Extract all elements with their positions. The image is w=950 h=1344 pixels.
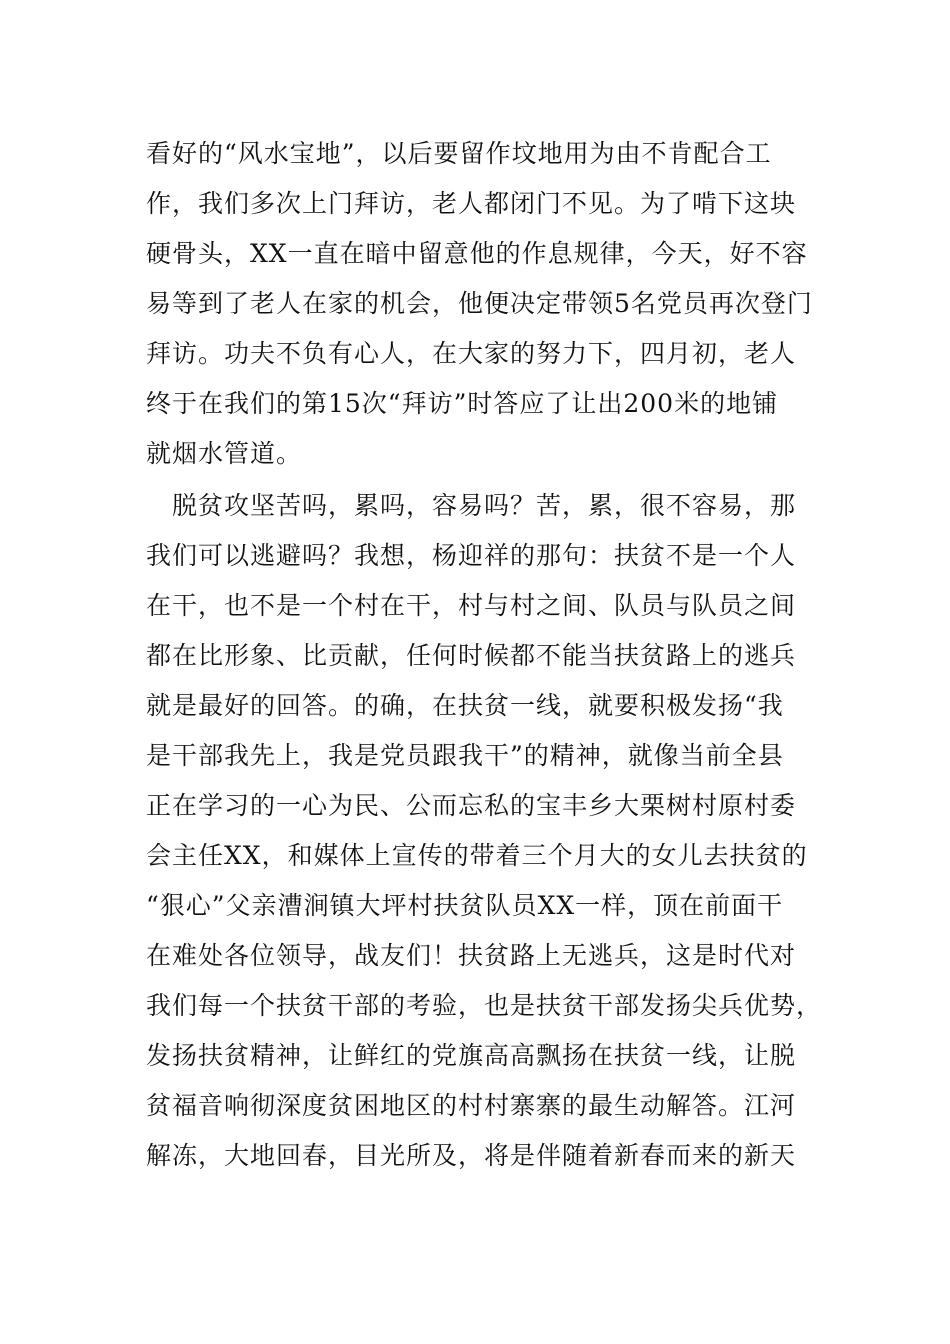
text-line: 是干部我先上，我是党员跟我干”的精神，就像当前全县 [146,741,784,770]
text-line: 在干，也不是一个村在干，村与村之间、队员与队员之间 [146,591,797,620]
text-line: 正在学习的一心为民、公而忘私的宝丰乡大栗树村原村委 [146,791,797,820]
text-line: 我们每一个扶贫干部的考验，也是扶贫干部发扬尖兵优势， [146,991,823,1020]
text-line: 脱贫攻坚苦吗，累吗，容易吗？苦，累，很不容易，那 [146,491,797,520]
text-line: 就烟水管道。 [146,439,303,468]
text-line: 终于在我们的第15次“拜访”时答应了让出200米的地铺 [146,389,779,418]
text-line: 拜访。功夫不负有心人，在大家的努力下，四月初，老人 [146,339,797,368]
text-line: 看好的“风水宝地”，以后要留作坟地用为由不肯配合工 [146,139,772,168]
text-line: 贫福音响彻深度贫困地区的村村寨寨的最生动解答。江河 [146,1091,797,1120]
text-line: 我们可以逃避吗？我想，杨迎祥的那句：扶贫不是一个人 [146,541,797,570]
text-line: 硬骨头，XX一直在暗中留意他的作息规律，今天，好不容 [146,239,808,268]
text-line: 就是最好的回答。的确，在扶贫一线，就要积极发扬“我 [146,691,784,720]
text-line: 在难处各位领导，战友们！扶贫路上无逃兵，这是时代对 [146,941,797,970]
text-line: 都在比形象、比贡献，任何时候都不能当扶贫路上的逃兵 [146,641,797,670]
text-line: 作，我们多次上门拜访，老人都闭门不见。为了啃下这块 [146,189,797,218]
text-line: 会主任XX，和媒体上宣传的带着三个月大的女儿去扶贫的 [146,841,808,870]
text-line: 易等到了老人在家的机会，他便决定带领5名党员再次登门 [146,289,813,318]
text-line: 解冻，大地回春，目光所及，将是伴随着新春而来的新天 [146,1141,797,1170]
text-line: 发扬扶贫精神，让鲜红的党旗高高飘扬在扶贫一线，让脱 [146,1041,797,1070]
text-line: “狠心”父亲漕涧镇大坪村扶贫队员XX一样，顶在前面干 [146,891,784,920]
